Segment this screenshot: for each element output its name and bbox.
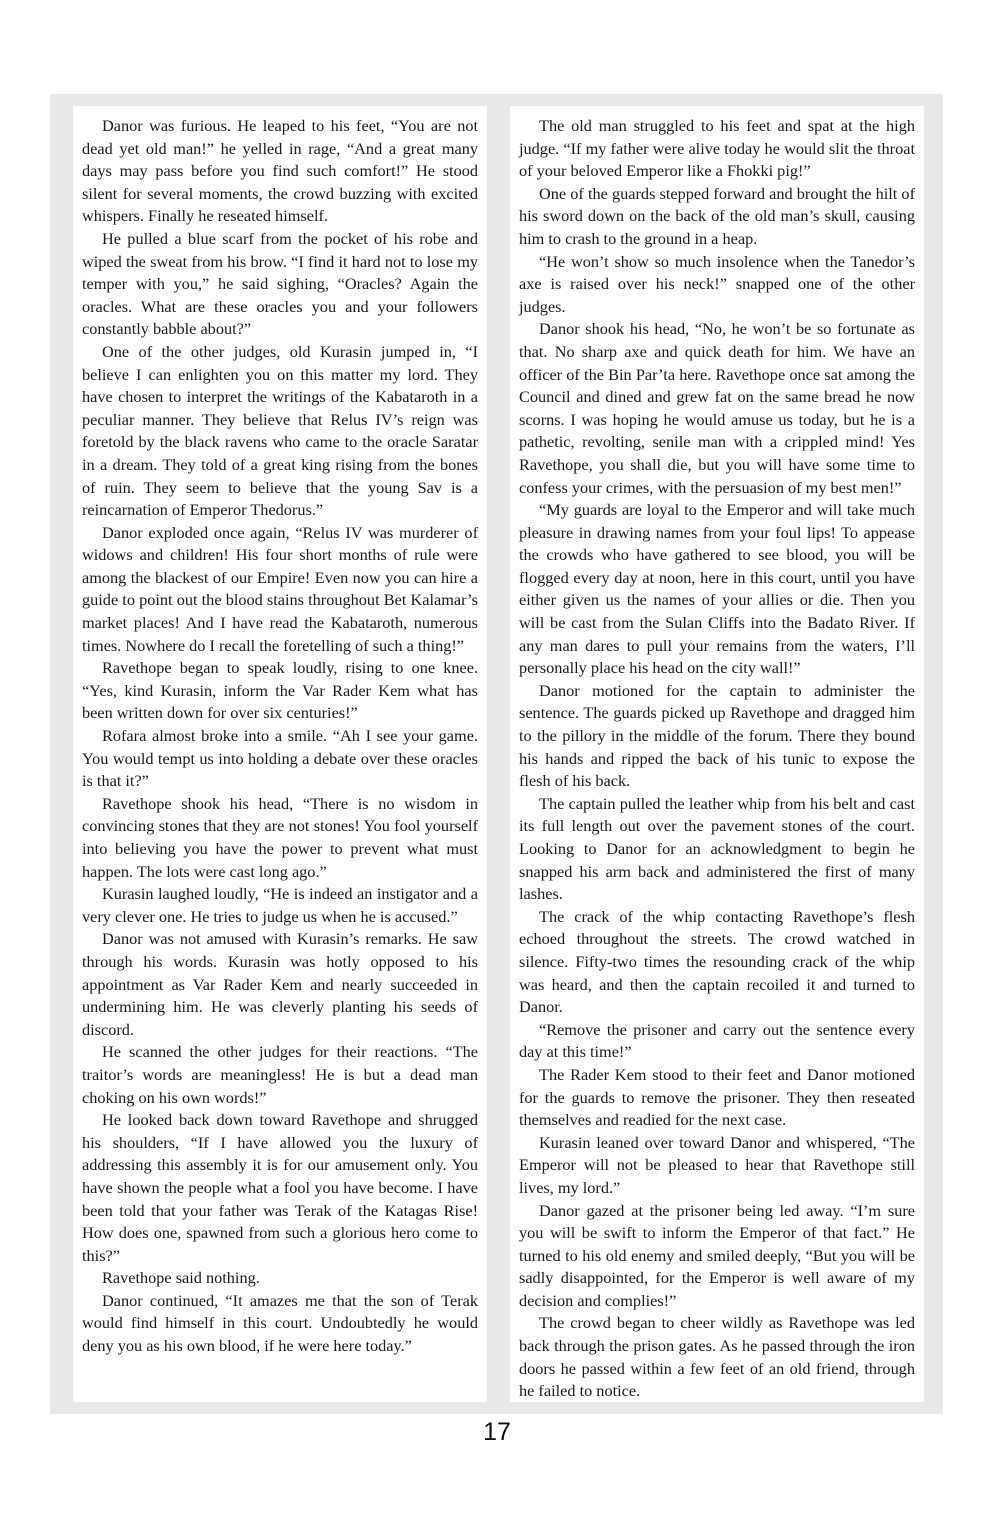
- paragraph: One of the other judges, old Kurasin jumped in, “I believe I can enlighten you on this matter my lord. They have chosen to interpret the writings of the Kabataroth in a peculiar manner. They believe that Relus IV’s reign was foretold by the black ravens who came to the oracle Saratar in a dream. They told of a great king rising from the bones of ruin. They seem to believe that the young Sav is a reincarnation of Emperor Thedorus.”: [82, 341, 478, 520]
- paragraph: He scanned the other judges for their reactions. “The traitor’s words are meaningless! He is but a dead man choking on his own words!”: [82, 1042, 478, 1107]
- paragraph: “Remove the prisoner and carry out the sentence every day at this time!”: [519, 1019, 915, 1062]
- paragraph: Kurasin leaned over toward Danor and whispered, “The Emperor will not be pleased to hear that Ravethope still lives, my lord.”: [519, 1132, 915, 1197]
- right-column: [510, 106, 924, 1402]
- paragraph: The Rader Kem stood to their feet and Danor motioned for the guards to remove the prisoner. They then reseated themselves and readied for the next case.: [519, 1064, 915, 1130]
- paragraph: The crack of the whip contacting Ravethope’s flesh echoed throughout the streets. The crowd watched in silence. Fifty-two times the resounding crack of the whip was heard, and then the captain recoiled it and turned to Danor.: [519, 906, 915, 1017]
- paragraph: Ravethope said nothing.: [102, 1268, 260, 1288]
- paragraph: Danor was furious. He leaped to his feet, “You are not dead yet old man!” he yelled in rage, “And a great many days may pass before you find such comfort!” He stood silent for several moments, the crowd buzzing with excited whispers. Finally he reseated himself.: [82, 116, 478, 226]
- paragraph: Ravethope began to speak loudly, rising to one knee. “Yes, kind Kurasin, inform the Var Rader Kem what has been written down for over six centuries!”: [82, 658, 478, 723]
- paragraph: “He won’t show so much insolence when the Tanedor’s axe is raised over his neck!” snapped one of the other judges.: [519, 251, 915, 316]
- paragraph: One of the guards stepped forward and brought the hilt of his sword down on the back of the old man’s skull, causing him to crash to the ground in a heap.: [519, 183, 915, 248]
- paragraph: Kurasin laughed loudly, “He is indeed an instigator and a very clever one. He tries to judge us when he is accused.”: [82, 884, 478, 926]
- paragraph: The captain pulled the leather whip from his belt and cast its full length out over the pavement stones of the court. Looking to Danor for an acknowledgment to begin he snapped his arm back and administered the first of many lashes.: [519, 793, 915, 904]
- page-number: 17: [483, 1418, 511, 1446]
- paragraph: Ravethope shook his head, “There is no wisdom in convincing stones that they are not stones! You fool yourself into believing you have the power to prevent what must happen. The lots were cast long ago.”: [82, 793, 478, 881]
- paragraph: The old man struggled to his feet and spat at the high judge. “If my father were alive today he would slit the throat of your beloved Emperor like a Fhokki pig!”: [519, 116, 915, 181]
- paragraph: Danor gazed at the prisoner being led away. “I’m sure you will be swift to inform the Emperor of that fact.” He turned to his old enemy and smiled deeply, “But you will be sadly disappointed, for the Emperor is well aware of my decision and complies!”: [519, 1200, 915, 1310]
- paragraph: He pulled a blue scarf from the pocket of his robe and wiped the sweat from his brow. “I find it hard not to lose my temper with you,” he said sighing, “Oracles? Again the oracles. What are these oracles you and your followers constantly babble about?”: [82, 228, 478, 339]
- paragraph: The crowd began to cheer wildly as Ravethope was led back through the prison gates. As he passed through the iron doors he passed within a few feet of an old friend, through he failed to notice.: [519, 1313, 915, 1401]
- paragraph: Danor shook his head, “No, he won’t be so fortunate as that. No sharp axe and quick death for him. We have an officer of the Bin Par’ta here. Ravethope once sat among the Council and dined and grew fat on the same bread he now scorns. I was hoping he would amuse us today, but he is a pathetic, revolting, senile man with a crippled mind! Yes Ravethope, you shall die, but you will have some time to confess your crimes, with the persuasion of my best men!”: [519, 319, 915, 497]
- paragraph: “My guards are loyal to the Emperor and will take much pleasure in drawing names from your foul lips! To appease the crowds who have gathered to see blood, you will be flogged every day at noon, here in this court, until you have either given us the names of your allies or die. Then you will be cast from the Sulan Cliffs into the Badato River. If any man dares to pull your remains from the waters, I’ll personally place his head on the city wall!”: [519, 500, 915, 678]
- paragraph: Danor exploded once again, “Relus IV was murderer of widows and children! His four short months of rule were among the blackest of our Empire! Even now you can hire a guide to point out the blood stains throughout Bet Kalamar’s market places! And I have read the Kabataroth, numerous times. Nowhere do I recall the foretelling of such a thing!”: [82, 522, 478, 655]
- paragraph: Danor motioned for the captain to administer the sentence. The guards picked up Ravethope and dragged him to the pillory in the middle of the forum. There they bound his hands and ripped the back of his tunic to expose the flesh of his back.: [519, 680, 915, 791]
- paragraph: Danor continued, “It amazes me that the son of Terak would find himself in this court. Undoubtedly he would deny you as his own blood, if he were here today.”: [82, 1290, 478, 1356]
- paragraph: Rofara almost broke into a smile. “Ah I see your game. You would tempt us into holding a debate over these oracles is that it?”: [82, 726, 478, 791]
- left-column: [73, 106, 487, 1402]
- paragraph: He looked back down toward Ravethope and shrugged his shoulders, “If I have allowed you the luxury of addressing this assembly it is for our amusement only. You have shown the people what a fool you have become. I have been told that your father was Terak of the Katagas Rise! How does one, spawned from such a glorious hero come to this?”: [82, 1110, 478, 1265]
- paragraph: Danor was not amused with Kurasin’s remarks. He saw through his words. Kurasin was hotly opposed to his appointment as Var Rader Kem and nearly succeeded in undermining him. He was cleverly planting his seeds of discord.: [82, 929, 478, 1039]
